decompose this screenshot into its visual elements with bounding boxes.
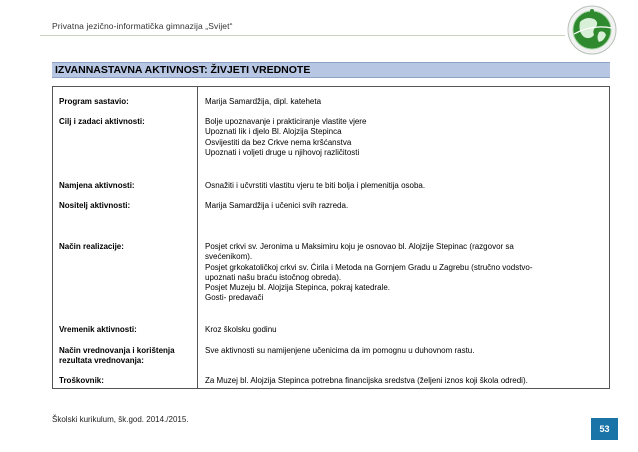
row-value-realization bbox=[205, 242, 605, 304]
globe-logo-icon bbox=[566, 4, 618, 56]
row-value-costs bbox=[205, 376, 605, 386]
row-value-goals bbox=[205, 117, 605, 158]
value-line: Upoznati lik i djelo Bl. Alojzija Stepinca bbox=[205, 127, 342, 137]
value-line: Bolje upoznavanje i prakticiranje vlastite vjere bbox=[205, 117, 367, 126]
value-line: Marija Samardžija, dipl. kateheta bbox=[205, 97, 322, 106]
header-rule bbox=[40, 35, 565, 36]
value-line: Gosti- predavači bbox=[205, 293, 264, 303]
section-title: IZVANNASTAVNA AKTIVNOST: ŽIVJETI VREDNOTE bbox=[55, 64, 311, 76]
row-label-program-author: Program sastavio: bbox=[59, 97, 129, 106]
value-line: upoznati našu braću istočnog obreda). bbox=[205, 272, 342, 282]
value-line: Osvijestiti da bez Crkve nema kršćanstva bbox=[205, 137, 352, 147]
row-label-goals: Cilj i zadaci aktivnosti: bbox=[59, 117, 145, 126]
row-value-timeline bbox=[205, 325, 605, 335]
value-line: Kroz školsku godinu bbox=[205, 325, 277, 334]
value-line: Posjet grkokatoličkoj crkvi sv. Ćirila i Metoda na Gornjem Gradu u Zagrebu (stručno vodstvo- bbox=[205, 262, 533, 272]
row-label-purpose: Namjena aktivnosti: bbox=[59, 181, 135, 190]
value-line: Marija Samardžija i učenici svih razreda. bbox=[205, 201, 349, 210]
value-line: Sve aktivnosti su namijenjene učenicima da im pomognu u duhovnom rastu. bbox=[205, 346, 475, 355]
row-value-holder bbox=[205, 201, 605, 211]
row-label-timeline: Vremenik aktivnosti: bbox=[59, 325, 137, 334]
value-line: svećenikom). bbox=[205, 252, 253, 262]
row-value-evaluation bbox=[205, 346, 605, 356]
value-line: Osnažiti i učvrstiti vlastitu vjeru te biti bolja i plemenitija osoba. bbox=[205, 181, 426, 190]
page-number-badge: 53 bbox=[591, 418, 618, 440]
label-line: Način vrednovanja i korištenja bbox=[59, 346, 175, 355]
row-label-costs: Troškovnik: bbox=[59, 376, 104, 385]
row-value-program-author bbox=[205, 97, 605, 107]
table-column-divider bbox=[197, 86, 198, 389]
row-label-holder: Nositelj aktivnosti: bbox=[59, 201, 131, 210]
value-line: Posjet Muzeju bl. Alojzija Stepinca, pokraj katedrale. bbox=[205, 283, 390, 293]
row-label-realization: Način realizacije: bbox=[59, 242, 124, 251]
value-line: Upoznati i voljeti druge u njihovoj različitosti bbox=[205, 147, 360, 157]
row-value-purpose bbox=[205, 181, 605, 191]
label-line: rezultata vrednovanja: bbox=[59, 356, 144, 365]
school-header: Privatna jezično-informatička gimnazija „Svijet“ bbox=[52, 21, 233, 31]
value-line: Posjet crkvi sv. Jeronima u Maksimiru koju je osnovao bl. Alojzije Stepinac (razgovor sa bbox=[205, 242, 514, 251]
footer-text: Školski kurikulum, šk.god. 2014./2015. bbox=[52, 415, 189, 424]
row-label-evaluation bbox=[59, 346, 175, 366]
value-line: Za Muzej bl. Alojzija Stepinca potrebna financijska sredstva (željeni iznos koji škola odredi). bbox=[205, 376, 528, 385]
